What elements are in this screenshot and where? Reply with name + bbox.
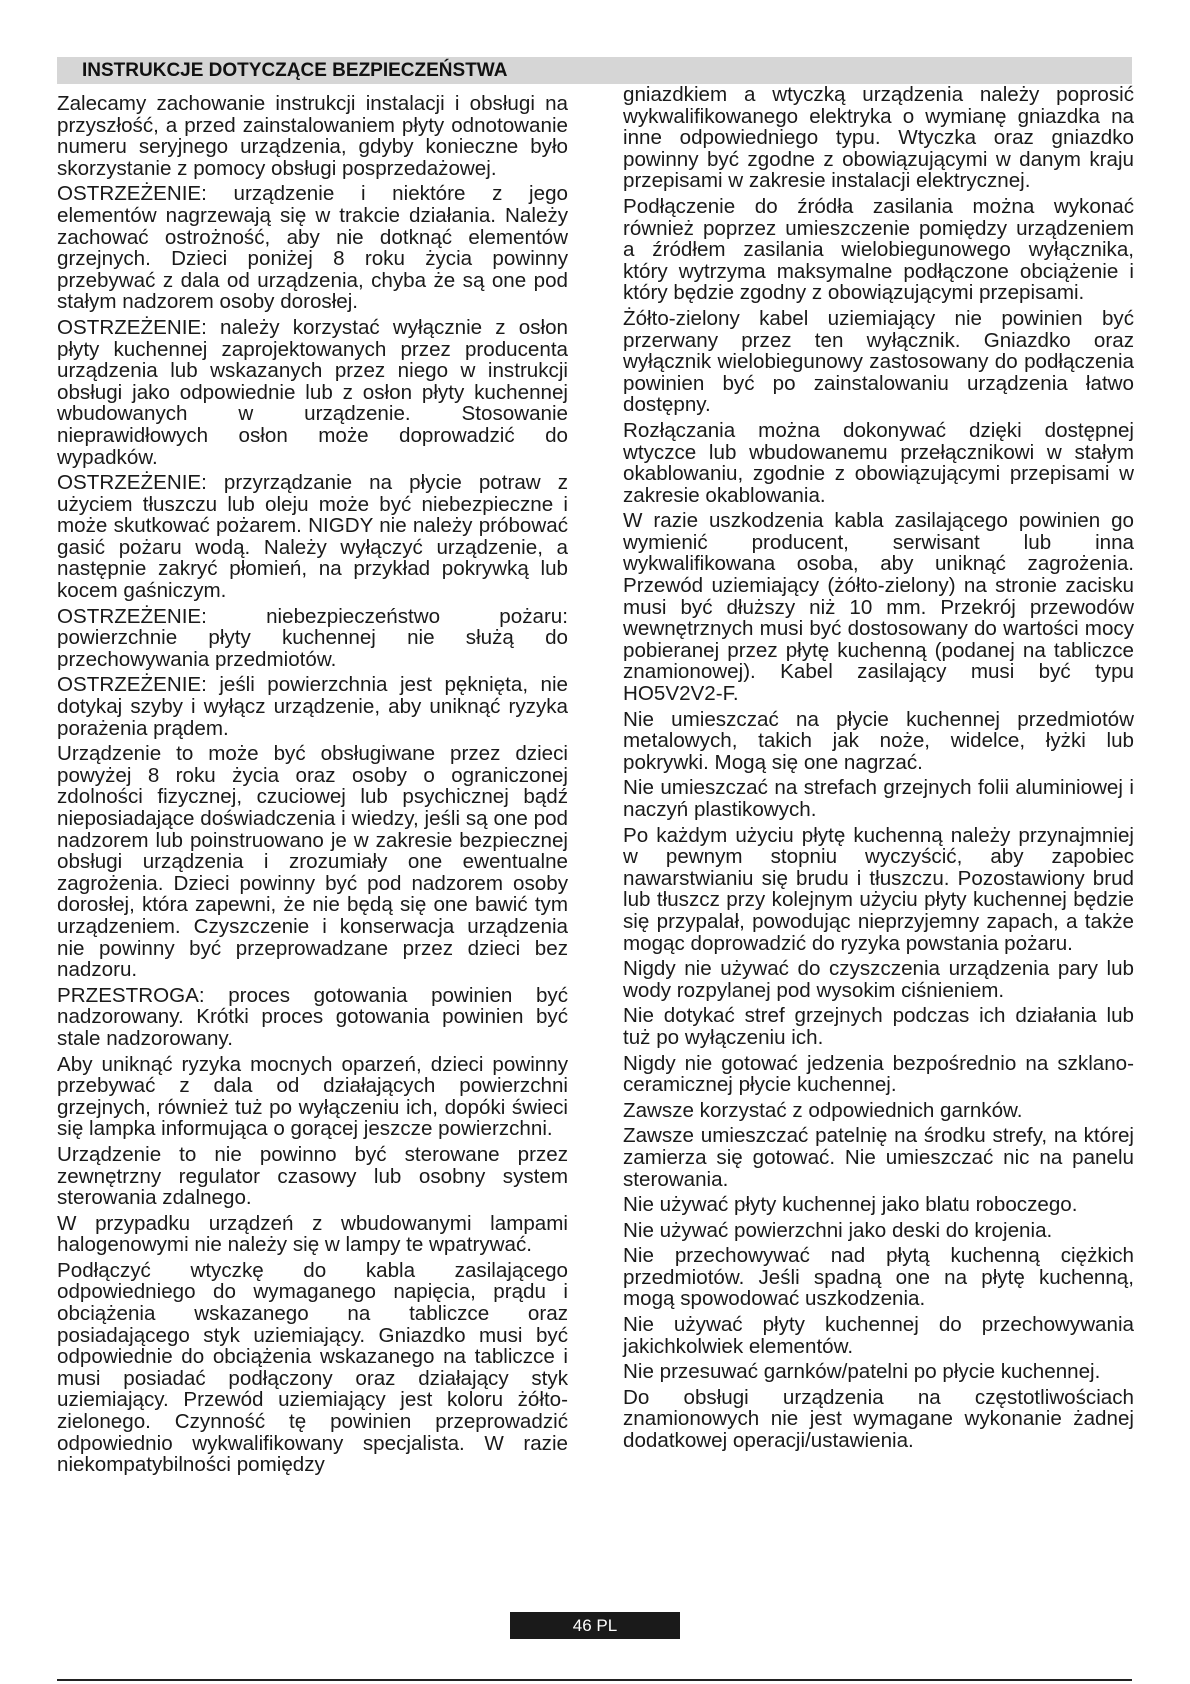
paragraph: Podłączyć wtyczkę do kabla zasilającego odpowiedniego do wymaganego napięcia, prądu i obciążenia wskazanego na tabliczce oraz posiadającego styk uziemiający. Gniazdko musi być odpowiednie do obciążenia wskazanego na tabliczce i musi posiadać podłączony oraz działający styk uziemiający. Przewód uziemiający jest koloru żółto-zielonego. Czynność tę powinien przeprowadzić odpowiednio wykwalifikowany specjalista. W razie niekompatybilności pomiędzy xyxy=(57,1258,568,1477)
paragraph: Urządzenie to nie powinno być sterowane przez zewnętrzny regulator czasowy lub osobny system sterowania zdalnego. xyxy=(57,1142,568,1210)
paragraph: OSTRZEŻENIE: przyrządzanie na płycie potraw z użyciem tłuszczu lub oleju może być niebezpieczne i może skutkować pożarem. NIGDY nie należy próbować gasić pożaru wodą. Należy wyłączyć urządzenie, a następnie zakryć płomień, na przykład pokrywką lub kocem gaśniczym. xyxy=(57,471,568,603)
page-number-badge: 46 PL xyxy=(510,1612,680,1639)
paragraph: PRZESTROGA: proces gotowania powinien być nadzorowany. Krótki proces gotowania powinien być stale nadzorowany. xyxy=(57,983,568,1050)
paragraph: Nie przesuwać garnków/patelni po płycie kuchennej. xyxy=(623,1360,1101,1384)
paragraph: Nigdy nie gotować jedzenia bezpośrednio na szklano-ceramicznej płycie kuchennej. xyxy=(623,1051,1134,1097)
paragraph: Nie używać płyty kuchennej do przechowywania jakichkolwiek elementów. xyxy=(623,1313,1134,1358)
paragraph: W przypadku urządzeń z wbudowanymi lampami halogenowymi nie należy się w lampy te wpatrywać. xyxy=(57,1211,568,1257)
left-column xyxy=(57,93,568,1480)
paragraph: OSTRZEŻENIE: jeśli powierzchnia jest pęknięta, nie dotykaj szyby i wyłącz urządzenie, aby uniknąć ryzyka porażenia prądem. xyxy=(57,673,568,740)
paragraph: OSTRZEŻENIE: niebezpieczeństwo pożaru: powierzchnie płyty kuchennej nie służą do przechowywania przedmiotów. xyxy=(57,604,568,671)
paragraph: Nie przechowywać nad płytą kuchenną ciężkich przedmiotów. Jeśli spadną one na płytę kuchenną, mogą spowodować uszkodzenia. xyxy=(623,1244,1134,1311)
paragraph: Nie umieszczać na płycie kuchennej przedmiotów metalowych, takich jak noże, widelce, łyżki lub pokrywki. Mogą się one nagrzać. xyxy=(623,707,1134,774)
paragraph: W razie uszkodzenia kabla zasilającego powinien go wymienić producent, serwisant lub inna wykwalifikowana osoba, aby uniknąć zagrożenia. Przewód uziemiający (żółto-zielony) na stronie zacisku musi być dłuższy niż 10 mm. Przekrój przewodów wewnętrznych musi być dostosowany do wartości mocy pobieranej przez płytę kuchenną (podanej na tabliczce znamionowej). Kabel zasilający musi być typu HO5V2V2-F. xyxy=(623,509,1134,706)
paragraph: Zawsze umieszczać patelnię na środku strefy, na której zamierza się gotować. Nie umieszczać nic na panelu sterowania. xyxy=(623,1124,1134,1191)
paragraph: Do obsługi urządzenia na częstotliwościach znamionowych nie jest wymagane wykonanie żadnej dodatkowej operacji/ustawienia. xyxy=(623,1385,1134,1453)
paragraph: Rozłączania można dokonywać dzięki dostępnej wtyczce lub wbudowanemu przełącznikowi w stałym okablowaniu, zgodnie z obowiązującymi przepisami w zakresie okablowania. xyxy=(623,418,1134,507)
paragraph: OSTRZEŻENIE: urządzenie i niektóre z jego elementów nagrzewają się w trakcie działania. Należy zachować ostrożność, aby nie dotknąć elementów grzejnych. Dzieci poniżej 8 roku życia powinny przebywać z dala od urządzenia, chyba że są one pod stałym nadzorem osoby dorosłej. xyxy=(57,182,568,314)
paragraph: Urządzenie to może być obsługiwane przez dzieci powyżej 8 roku życia oraz osoby o ograniczonej zdolności fizycznej, czuciowej lub psychicznej bądź nieposiadające doświadczenia i wiedzy, jeśli są one pod nadzorem lub poinstruowano je w zakresie bezpiecznej obsługi urządzenia i zrozumiały one ewentualne zagrożenia. Dzieci powinny być pod nadzorem osoby dorosłej, która zapewni, że nie będą się one bawić tym urządzeniem. Czyszczenie i konserwacja urządzenia nie powinny być przeprowadzane przez dzieci bez nadzoru. xyxy=(57,742,568,982)
paragraph: Zawsze korzystać z odpowiednich garnków. xyxy=(623,1098,1023,1122)
paragraph: Zalecamy zachowanie instrukcji instalacji i obsługi na przyszłość, a przed zainstalowaniem płyty odnotowanie numeru seryjnego urządzenia, gdyby konieczne było skorzystanie z pomocy obsługi posprzedażowej. xyxy=(57,92,568,180)
paragraph: Żółto-zielony kabel uziemiający nie powinien być przerwany przez ten wyłącznik. Gniazdko oraz wyłącznik wielobiegunowy zastosowany do podłączenia powinien być po zainstalowaniu urządzenia łatwo dostępny. xyxy=(623,306,1134,417)
paragraph: gniazdkiem a wtyczką urządzenia należy poprosić wykwalifikowanego elektryka o wymianę gniazdka na inne odpowiedniego typu. Wtyczka oraz gniazdko powinny być zgodne z obowiązującymi w danym kraju przepisami w zakresie instalacji elektrycznej. xyxy=(623,83,1134,193)
paragraph: Podłączenie do źródła zasilania można wykonać również poprzez umieszczenie pomiędzy urządzeniem a źródłem zasilania wielobiegunowego wyłącznika, który wytrzyma maksymalne podłączone obciążenie i który będzie zgodny z obowiązującymi przepisami. xyxy=(623,194,1134,305)
footer-divider xyxy=(57,1679,1132,1681)
paragraph: Nigdy nie używać do czyszczenia urządzenia pary lub wody rozpylanej pod wysokim ciśnieniem. xyxy=(623,957,1134,1002)
paragraph: Nie używać powierzchni jako deski do krojenia. xyxy=(623,1218,1053,1242)
paragraph: Po każdym użyciu płytę kuchenną należy przynajmniej w pewnym stopniu wyczyścić, aby zapobiec nawarstwianiu się brudu i tłuszczu. Pozostawiony brud lub tłuszcz przy kolejnym użyciu płyty kuchennej będzie się przypalał, powodując nieprzyjemny zapach, a także mogąc doprowadzić do ryzyka powstania pożaru. xyxy=(623,823,1134,955)
paragraph: OSTRZEŻENIE: należy korzystać wyłącznie z osłon płyty kuchennej zaprojektowanych przez producenta urządzenia lub wskazanych przez niego w instrukcji obsługi jako odpowiednie lub z osłon płyty kuchennej wbudowanych w urządzenie. Stosowanie nieprawidłowych osłon może doprowadzić do wypadków. xyxy=(57,315,568,469)
paragraph: Nie umieszczać na strefach grzejnych folii aluminiowej i naczyń plastikowych. xyxy=(623,776,1134,821)
paragraph: Nie dotykać stref grzejnych podczas ich działania lub tuż po wyłączeniu ich. xyxy=(623,1004,1134,1049)
paragraph: Aby uniknąć ryzyka mocnych oparzeń, dzieci powinny przebywać z dala od działających powierzchni grzejnych, również tuż po wyłączeniu ich, dopóki świeci się lampka informująca o gorącej jeszcze powierzchni. xyxy=(57,1052,568,1141)
section-title: INSTRUKCJE DOTYCZĄCE BEZPIECZEŃSTWA xyxy=(82,60,508,81)
paragraph: Nie używać płyty kuchennej jako blatu roboczego. xyxy=(623,1193,1078,1217)
right-column xyxy=(623,84,1134,1456)
